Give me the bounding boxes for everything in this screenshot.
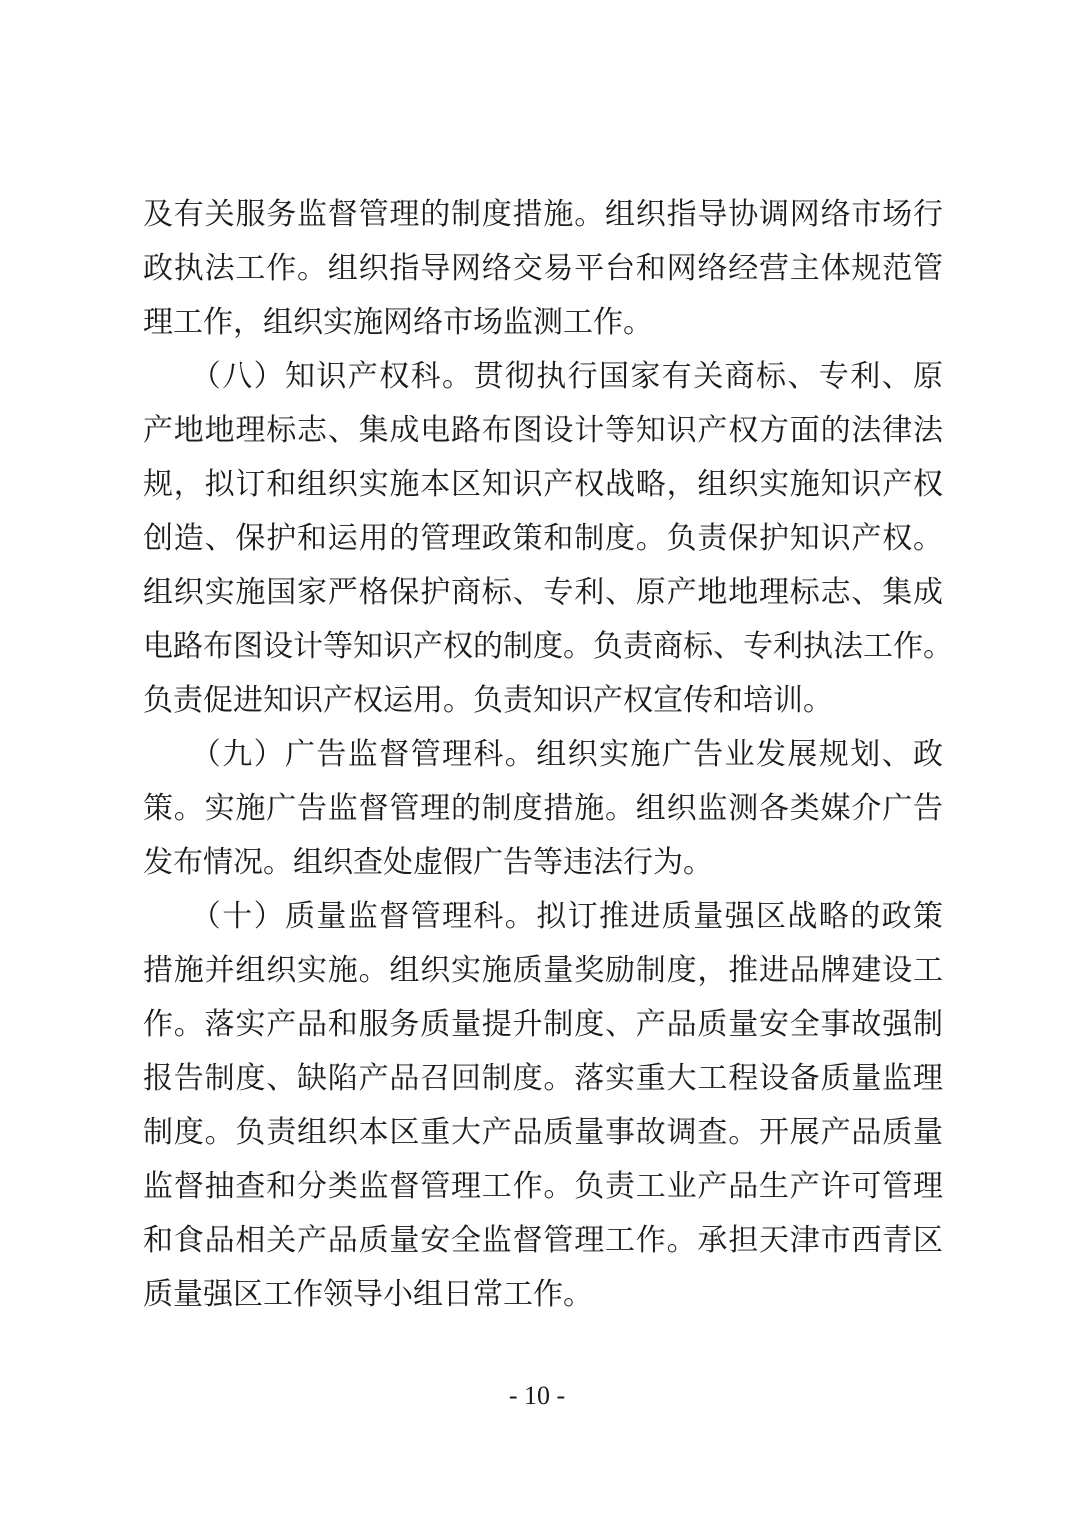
text-line: 措施并组织实施。组织实施质量奖励制度，推进品牌建设工 — [143, 953, 943, 988]
body-text — [143, 188, 953, 1322]
text-line: 组织实施国家严格保护商标、专利、原产地地理标志、集成 — [143, 575, 943, 610]
page-number: - 10 - — [508, 1381, 566, 1410]
text-line: 制度。负责组织本区重大产品质量事故调查。开展产品质量 — [143, 1115, 943, 1150]
text-line: 监督抽查和分类监督管理工作。负责工业产品生产许可管理 — [143, 1169, 943, 1204]
text-line: 作。落实产品和服务质量提升制度、产品质量安全事故强制 — [143, 1007, 943, 1042]
text-line: 及有关服务监督管理的制度措施。组织指导协调网络市场行 — [143, 197, 943, 232]
text-line: 政执法工作。组织指导网络交易平台和网络经营主体规范管 — [143, 251, 943, 286]
text-line: 负责促进知识产权运用。负责知识产权宣传和培训。 — [143, 683, 833, 718]
text-line: 和食品相关产品质量安全监督管理工作。承担天津市西青区 — [143, 1223, 943, 1258]
section-heading-line: （十）质量监督管理科。拟订推进质量强区战略的政策 — [143, 899, 943, 934]
text-line: 报告制度、缺陷产品召回制度。落实重大工程设备质量监理 — [143, 1061, 943, 1096]
text-line: 产地地理标志、集成电路布图设计等知识产权方面的法律法 — [143, 413, 943, 448]
text-line: 电路布图设计等知识产权的制度。负责商标、专利执法工作。 — [143, 629, 953, 664]
text-line: 发布情况。组织查处虚假广告等违法行为。 — [143, 845, 713, 880]
section-heading-line: （九）广告监督管理科。组织实施广告业发展规划、政 — [143, 737, 943, 772]
text-line: 理工作，组织实施网络市场监测工作。 — [143, 305, 653, 340]
section-heading-line: （八）知识产权科。贯彻执行国家有关商标、专利、原 — [143, 359, 943, 394]
text-line: 创造、保护和运用的管理政策和制度。负责保护知识产权。 — [143, 521, 943, 556]
text-line: 规，拟订和组织实施本区知识产权战略，组织实施知识产权 — [143, 467, 943, 502]
text-line: 策。实施广告监督管理的制度措施。组织监测各类媒介广告 — [143, 791, 943, 826]
text-line: 质量强区工作领导小组日常工作。 — [143, 1277, 593, 1312]
